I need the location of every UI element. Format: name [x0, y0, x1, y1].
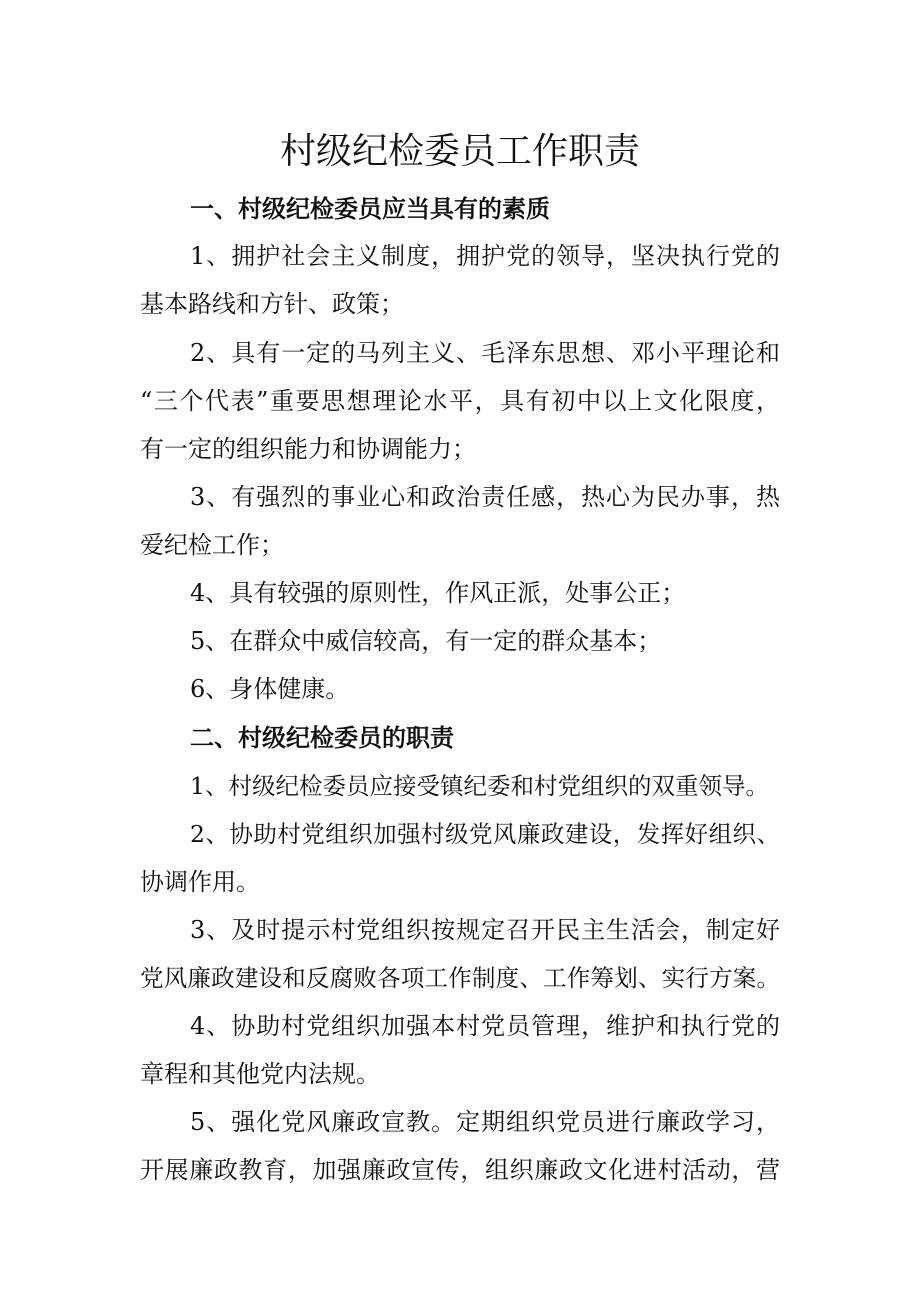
paragraph-line: “三个代表”重要思想理论水平，具有初中以上文化限度，	[140, 387, 780, 415]
paragraph-line: 5、强化党风廉政宣教。定期组织党员进行廉政学习，	[190, 1108, 780, 1136]
paragraph-line: 6、身体健康。	[190, 675, 350, 703]
paragraph-line: 章程和其他党内法规。	[140, 1060, 380, 1088]
section-heading-qualities: 一、村级纪检委员应当具有的素质	[190, 195, 550, 223]
paragraph-line: 4、协助村党组织加强本村党员管理，维护和执行党的	[190, 1012, 780, 1040]
paragraph-line: 4、具有较强的原则性，作风正派，处事公正；	[190, 579, 686, 607]
paragraph-line: 有一定的组织能力和协调能力；	[140, 435, 476, 463]
paragraph-line: 基本路线和方针、政策；	[140, 290, 404, 318]
paragraph-line: 2、具有一定的马列主义、毛泽东思想、邓小平理论和	[190, 339, 780, 367]
paragraph-line: 5、在群众中威信较高，有一定的群众基本；	[190, 627, 662, 655]
paragraph-line: 3、及时提示村党组织按规定召开民主生活会，制定好	[190, 916, 780, 944]
paragraph-line: 开展廉政教育，加强廉政宣传，组织廉政文化进村活动，营	[140, 1156, 780, 1184]
section-heading-duties: 二、村级纪检委员的职责	[190, 724, 454, 752]
paragraph-line: 3、有强烈的事业心和政治责任感，热心为民办事，热	[190, 483, 780, 511]
paragraph-line: 1、村级纪检委员应接受镇纪委和村党组织的双重领导。	[190, 772, 769, 800]
document-title: 村级纪检委员工作职责	[279, 131, 640, 172]
paragraph-line: 党风廉政建设和反腐败各项工作制度、工作筹划、实行方案。	[140, 964, 780, 992]
paragraph-line: 1、拥护社会主义制度，拥护党的领导，坚决执行党的	[190, 242, 780, 270]
paragraph-line: 2、协助村党组织加强村级党风廉政建设，发挥好组织、	[190, 820, 780, 848]
paragraph-line: 爱纪检工作；	[140, 531, 284, 559]
paragraph-line: 协调作用。	[140, 868, 260, 896]
